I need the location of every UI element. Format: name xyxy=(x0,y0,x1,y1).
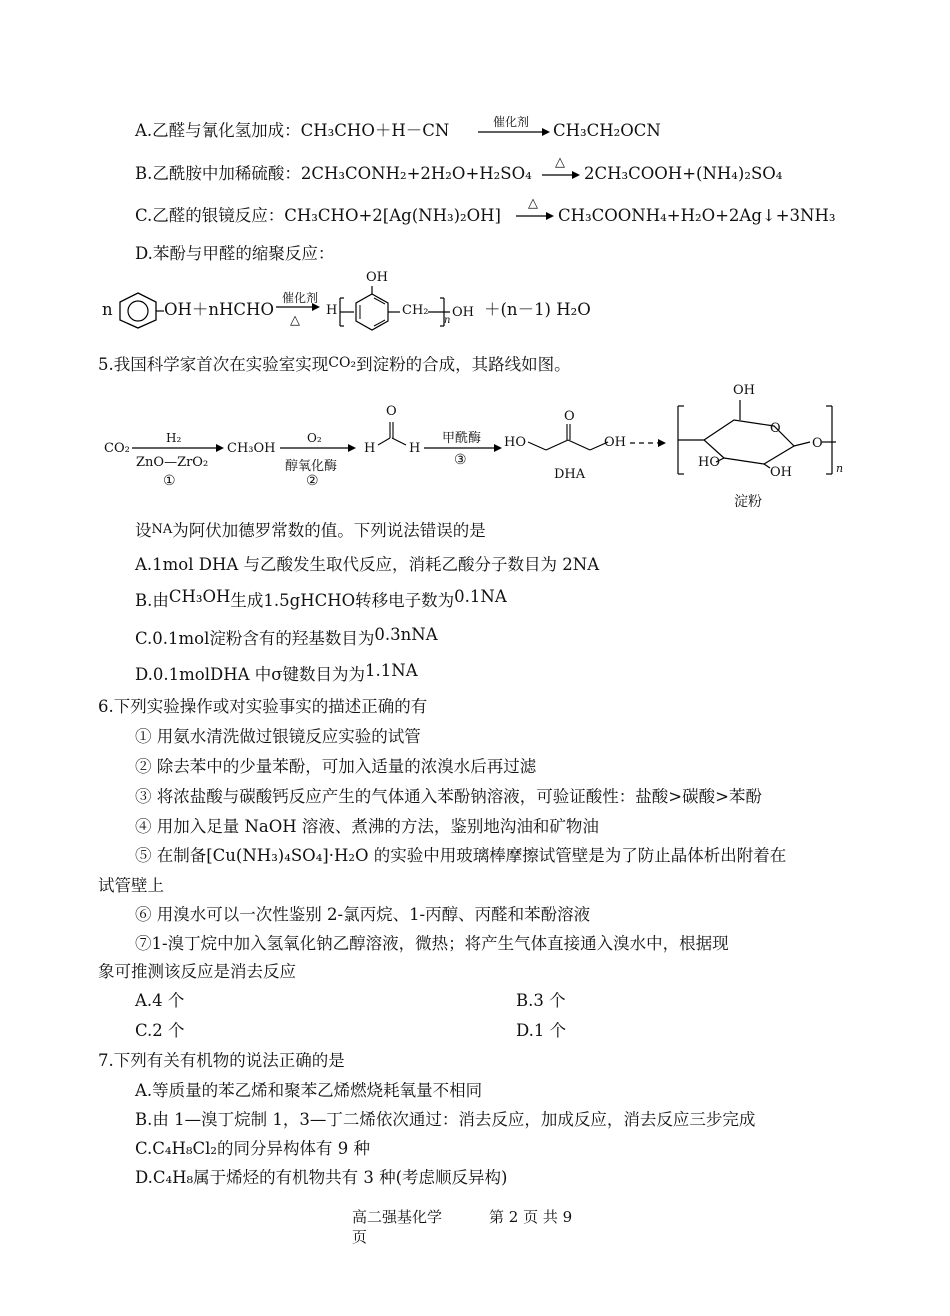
q4d-h: H xyxy=(326,303,338,318)
q5c-val: 0.3nNA xyxy=(374,625,438,644)
dha-label: DHA xyxy=(554,467,586,482)
starch-n: n xyxy=(836,462,844,475)
benzene-ring-icon xyxy=(112,290,164,330)
q7-option-b: B.由 1—溴丁烷制 1，3—丁二烯依次通过：消去反应，加成反应，消去反应三步完成 xyxy=(135,1110,756,1129)
q5-question-a: 设 xyxy=(135,521,152,540)
q5d-val: 1.1NA xyxy=(365,661,418,680)
q4c-label: C.乙醛的银镜反应： xyxy=(135,206,285,225)
q6-stem: 6.下列实验操作或对实验事实的描述正确的有 xyxy=(98,697,428,716)
q4d-ch2: CH₂ xyxy=(402,303,429,318)
q5b-a: B.由 xyxy=(135,591,169,610)
q6-item: ② 除去苯中的少量苯酚，可加入适量的浓溴水后再过滤 xyxy=(135,757,537,776)
reaction-arrow xyxy=(516,209,554,223)
dha-ho: HO xyxy=(504,435,526,450)
route-formaldehyde-o: O xyxy=(386,404,397,419)
q5d-a: D.0.1molDHA 中σ键数目为为 xyxy=(135,665,366,684)
q5-option-b xyxy=(135,587,507,611)
q6-option-a: A.4 个 xyxy=(135,991,185,1010)
q5-stem-a: 5.我国科学家首次在实验室实现 xyxy=(98,355,329,374)
q7-stem: 7.下列有关有机物的说法正确的是 xyxy=(98,1051,345,1070)
q4d-product-tail: ＋(n－1) H₂O xyxy=(484,300,591,319)
q4d-cond-top: 催化剂 xyxy=(282,291,319,305)
q5-option-a: A.1mol DHA 与乙酸发生取代反应，消耗乙酸分子数目为 2NA xyxy=(135,555,600,574)
starch-ring-o: O xyxy=(770,421,781,436)
q5b-ch3oh: CH₃OH xyxy=(168,587,231,606)
q4a-rhs: CH₃CH₂OCN xyxy=(553,121,661,140)
starch-label: 淀粉 xyxy=(734,494,762,510)
q6-item: ① 用氨水清洗做过银镜反应实验的试管 xyxy=(135,727,421,746)
q7-option-c: C.C₄H₈Cl₂的同分异构体有 9 种 xyxy=(135,1139,371,1158)
q5-option-d xyxy=(135,661,418,685)
q5-stem xyxy=(98,355,571,375)
route-step1: ① xyxy=(163,473,176,489)
q6-item: ⑤ 在制备[Cu(NH₃)₄SO₄]·H₂O 的实验中用玻璃棒摩擦试管壁是为了防止晶体析出附着在 xyxy=(135,846,787,865)
q4a-label: A.乙醛与氰化氢加成： xyxy=(135,121,301,140)
starch-oh-top: OH xyxy=(733,383,755,398)
q4a-condition: 催化剂 xyxy=(493,115,530,129)
q4d-ring-oh: OH xyxy=(366,270,388,285)
route-step3: ③ xyxy=(454,452,467,468)
route-ch3oh: CH₃OH xyxy=(227,441,276,456)
route-co2: CO₂ xyxy=(104,441,130,456)
reaction-arrow xyxy=(280,441,356,455)
q5b-b: 生成 xyxy=(230,591,264,610)
q7-option-d: D.C₄H₈属于烯烃的有机物共有 3 种(考虑顺反异构) xyxy=(135,1168,508,1187)
q5b-val: 0.1NA xyxy=(454,587,507,606)
q4c-rhs: CH₃COONH₄+H₂O+2Ag↓+3NH₃ xyxy=(558,206,836,225)
dashed-arrow xyxy=(630,436,666,450)
q4d-reactant: OH＋nHCHO xyxy=(164,300,274,319)
q5-stem-b: 到淀粉的合成，其路线如图。 xyxy=(356,355,571,374)
q5-option-c xyxy=(135,625,438,649)
q4a-lhs: CH₃CHO＋H－CN xyxy=(300,121,450,140)
footer-subject: 高二强基化学 xyxy=(352,1208,443,1226)
q4c-lhs: CH₃CHO+2[Ag(NH₃)₂OH] xyxy=(284,206,501,225)
footer-subject-wrap: 页 xyxy=(352,1228,368,1246)
reaction-arrow xyxy=(276,300,320,314)
q6-item: 试管壁上 xyxy=(98,876,164,895)
q4c-condition: △ xyxy=(528,196,538,211)
q4-option-b xyxy=(135,164,532,184)
q5-question-b: 为阿伏加德罗常数的值。下列说法错误的是 xyxy=(172,521,486,540)
q4-option-c xyxy=(135,206,501,226)
route-h2: H₂ xyxy=(166,431,182,445)
q5b-mass: 1.5gHCHO xyxy=(263,591,356,610)
reaction-arrow xyxy=(478,125,550,139)
q6-option-b: B.3 个 xyxy=(516,991,566,1010)
q4d-subscript-n: n xyxy=(444,315,451,326)
footer-page-number: 第 2 页 共 9 xyxy=(489,1208,573,1226)
q4d-cond-bottom: △ xyxy=(290,313,300,328)
starch-o: O xyxy=(812,436,823,451)
q6-item: ⑦1-溴丁烷中加入氢氧化钠乙醇溶液，微热；将产生气体直接通入溴水中，根据现 xyxy=(135,934,729,953)
route-catalyst: ZnO—ZrO₂ xyxy=(136,455,209,470)
q5-co2: CO₂ xyxy=(328,355,357,371)
q6-option-c: C.2 个 xyxy=(135,1021,185,1040)
starch-ho: HO xyxy=(698,455,720,470)
route-o2: O₂ xyxy=(307,431,322,445)
route-step2: ② xyxy=(306,473,319,489)
q7-option-a: A.等质量的苯乙烯和聚苯乙烯燃烧耗氧量不相同 xyxy=(135,1081,483,1100)
q5-na: NA xyxy=(151,522,173,537)
route-h-left: H xyxy=(364,441,376,456)
reaction-arrow xyxy=(132,441,224,455)
dha-oh: OH xyxy=(604,435,626,450)
q4b-condition: △ xyxy=(555,155,565,170)
dha-o: O xyxy=(564,409,575,424)
route-enzyme2: 甲酰酶 xyxy=(442,431,482,446)
q6-item: ③ 将浓盐酸与碳酸钙反应产生的气体通入苯酚钠溶液，可验证酸性：盐酸>碳酸>苯酚 xyxy=(135,787,762,806)
route-h-right: H xyxy=(409,441,421,456)
q4b-rhs: 2CH₃COOH+(NH₄)₂SO₄ xyxy=(584,164,783,183)
q4b-lhs: 2CH₃CONH₂+2H₂O+H₂SO₄ xyxy=(300,164,532,183)
q4-option-a xyxy=(135,121,449,141)
q4d-n: n xyxy=(102,300,113,319)
q5-question xyxy=(135,521,486,541)
q4b-label: B.乙酰胺中加稀硫酸： xyxy=(135,164,301,183)
q5b-c: 转移电子数为 xyxy=(355,591,455,610)
q6-item: ④ 用加入足量 NaOH 溶液、煮沸的方法，鉴别地沟油和矿物油 xyxy=(135,817,599,836)
q5c-a: C.0.1mol淀粉含有的羟基数目为 xyxy=(135,629,375,648)
q6-item: 象可推测该反应是消去反应 xyxy=(98,962,296,981)
reaction-arrow xyxy=(542,168,580,182)
route-enzyme1: 醇氧化酶 xyxy=(285,459,338,474)
q4d-tail: OH xyxy=(452,305,474,320)
q6-option-d: D.1 个 xyxy=(516,1021,567,1040)
q4-option-d: D.苯酚与甲醛的缩聚反应： xyxy=(135,244,335,263)
starch-oh: OH xyxy=(770,465,792,480)
q6-item: ⑥ 用溴水可以一次性鉴别 2-氯丙烷、1-丙醇、丙醛和苯酚溶液 xyxy=(135,905,591,924)
